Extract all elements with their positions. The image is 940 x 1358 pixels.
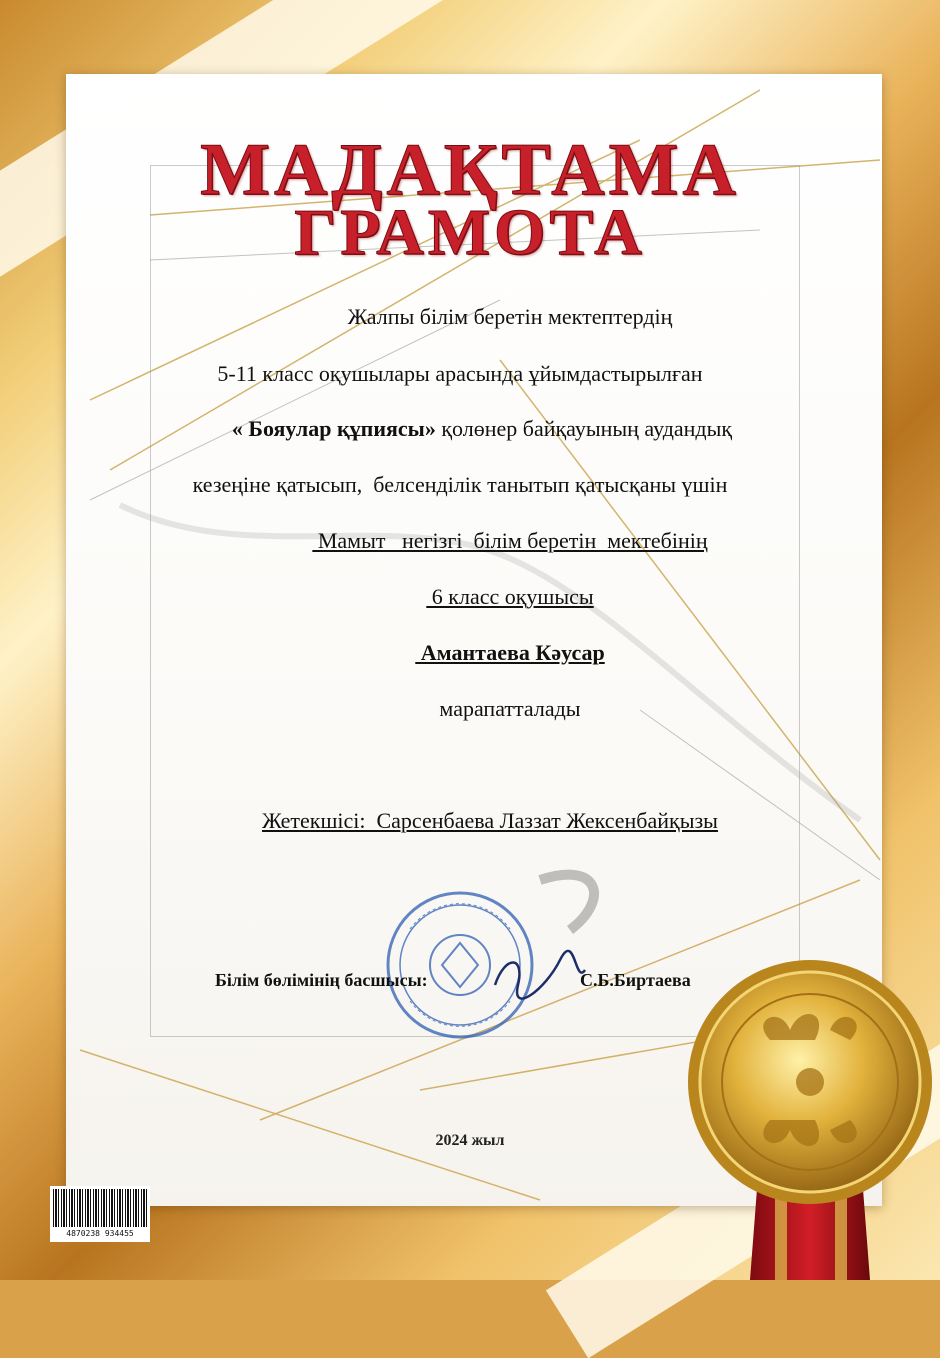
body-line-2: 5-11 класс оқушылары арасында ұйымдастырылған [217, 361, 703, 386]
signature-name: С.Б.Биртаева [580, 970, 691, 990]
body-line-1: Жалпы білім беретін мектептердің [347, 304, 673, 329]
barcode-bars [53, 1189, 147, 1227]
body-line-3-rest: қолөнер байқауының аудандық [435, 416, 733, 441]
student-grade: 6 класс оқушысы [426, 584, 594, 609]
year-label: 2024 жыл [435, 1132, 505, 1149]
barcode [50, 1186, 150, 1242]
barcode-number: 4870238 934455 [66, 1229, 134, 1238]
competition-name: « Бояулар құпиясы» [231, 416, 436, 441]
body-line-4: кезеңіне қатысып, белсенділік танытып қатысқаны үшін [192, 472, 728, 497]
title-line-1: МАДАҚТАМА [200, 129, 740, 211]
school-name: Мамыт негізгі білім беретін мектебінің [312, 528, 708, 553]
supervisor-line: Жетекшісі: Сарсенбаева Лаззат Жексенбайқызы [262, 808, 718, 833]
student-name: Амантаева Кәусар [415, 640, 605, 665]
awarded-text: марапатталады [439, 696, 581, 721]
title-line-2: ГРАМОТА [294, 196, 646, 269]
signature-position: Білім бөлімінің басшысы: [215, 970, 428, 990]
